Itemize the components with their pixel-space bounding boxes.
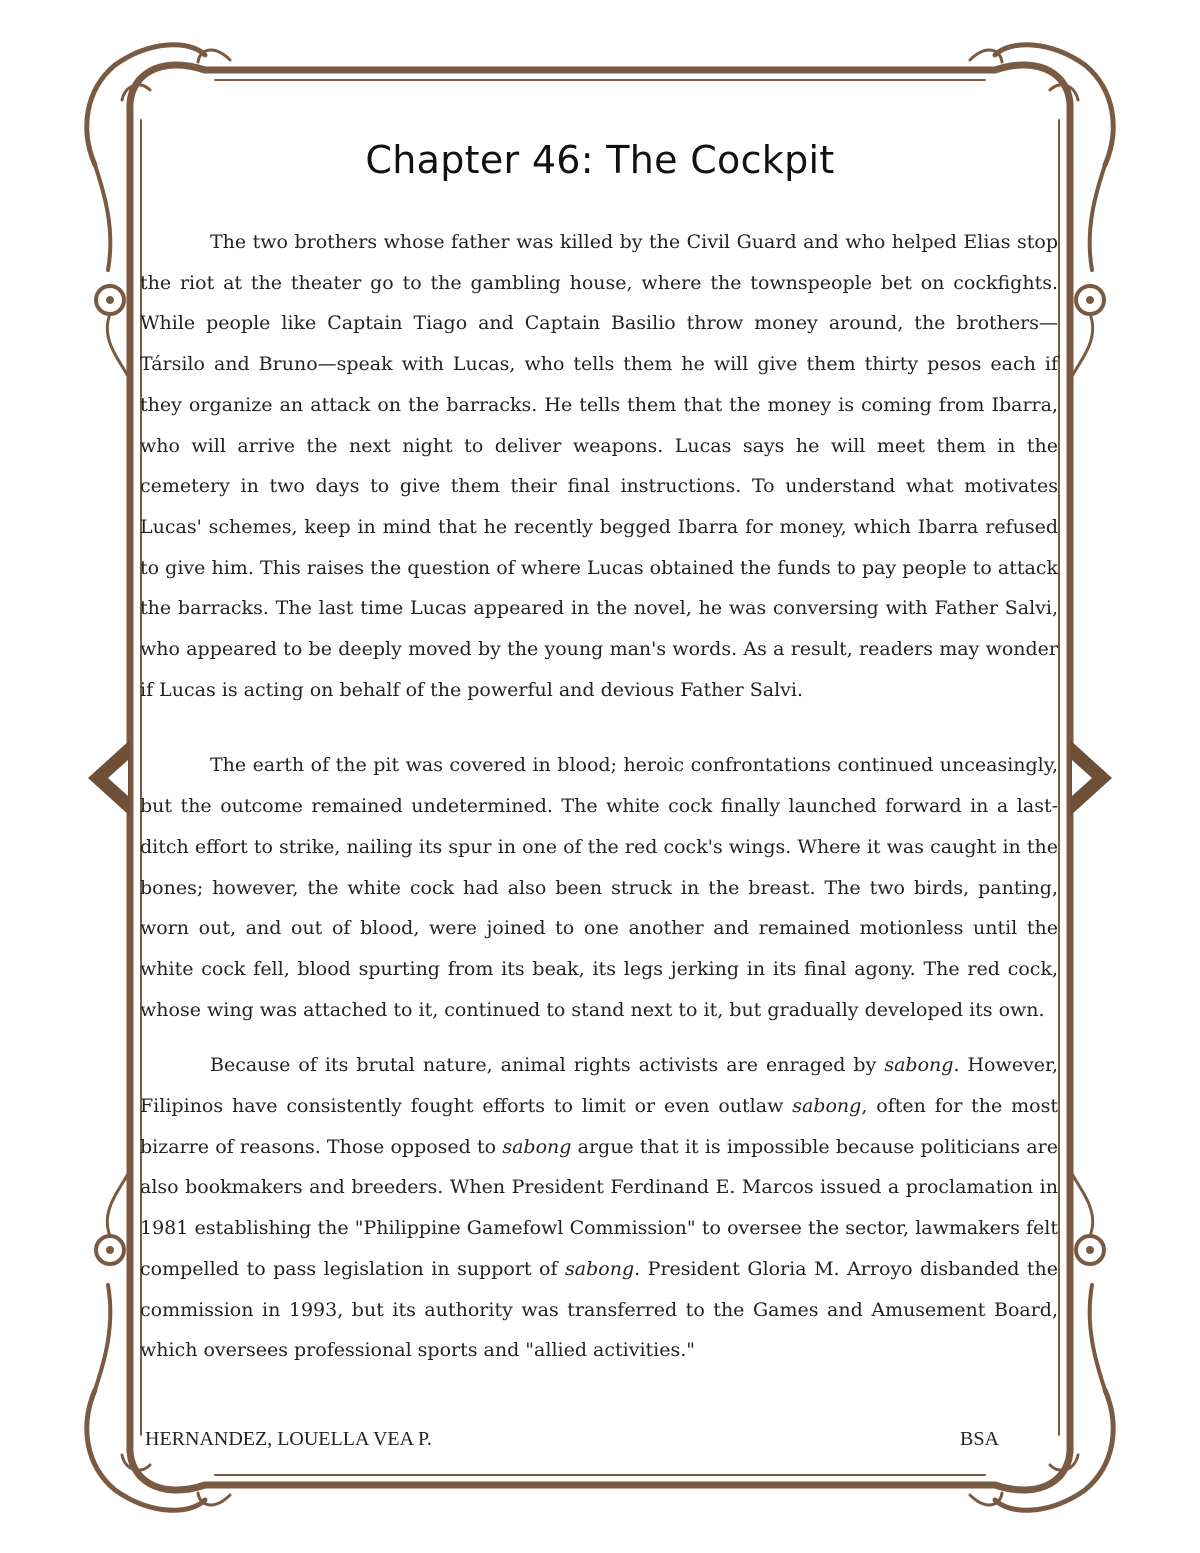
text-segment: argue that it is impossible because politicians are also bookmakers and breeders. When President Ferdinand E. Marcos issued a proclamation in 1981 establishing the "Philippine Gamefowl Commission" to oversee the sector, lawmakers felt compelled to pass legislation in support of bbox=[140, 1135, 1058, 1280]
footer-author-name: HERNANDEZ, LOUELLA VEA P. bbox=[145, 1428, 432, 1450]
italic-term: sabong bbox=[502, 1135, 572, 1158]
italic-term: sabong bbox=[565, 1257, 635, 1280]
document-body bbox=[140, 222, 1058, 1371]
paragraph-summary: The two brothers whose father was killed by the Civil Guard and who helped Elias stop the riot at the theater go to the gambling house, where the townspeople bet on cockfights. While people like Captain Tiago and Captain Basilio throw money around, the brothers—Társilo and Bruno—speak with Lucas, who tells them he will give them thirty pesos each if they organize an attack on the barracks. He tells them that the money is coming from Ibarra, who will arrive the next night to deliver weapons. Lucas says he will meet them in the cemetery in two days to give them their final instructions. To understand what motivates Lucas' schemes, keep in mind that he recently begged Ibarra for money, which Ibarra refused to give him. This raises the question of where Lucas obtained the funds to pay people to attack the barracks. The last time Lucas appeared in the novel, he was conversing with Father Salvi, who appeared to be deeply moved by the young man's words. As a result, readers may wonder if Lucas is acting on behalf of the powerful and devious Father Salvi. bbox=[140, 231, 1058, 701]
text-segment: . President Gloria M. Arroyo disbanded the commission in 1993, but its authority was transferred to the Games and Amusement Board, which oversees professional sports and "allied activities." bbox=[140, 1257, 1058, 1362]
footer-course: BSA bbox=[960, 1428, 999, 1450]
page-title: Chapter 46: The Cockpit bbox=[365, 138, 835, 182]
italic-term: sabong bbox=[884, 1054, 954, 1077]
text-segment: , often for the most bizarre of reasons. Those opposed to bbox=[140, 1095, 1058, 1158]
paragraph-sabong-commentary bbox=[140, 1045, 1058, 1371]
text-segment: Because of its brutal nature, animal rights activists are enraged by bbox=[210, 1054, 877, 1077]
text-segment: . However, Filipinos have consistently fought efforts to limit or even outlaw bbox=[140, 1054, 1059, 1118]
italic-term: sabong bbox=[792, 1095, 862, 1118]
paragraph-cockfight-passage: The earth of the pit was covered in blood; heroic confrontations continued unceasingly, but the outcome remained undetermined. The white cock finally launched forward in a last-ditch effort to strike, nailing its spur in one of the red cock's wings. Where it was caught in the bones; however, the white cock had also been struck in the breast. The two birds, panting, worn out, and out of blood, were joined to one another and remained motionless until the white cock fell, blood spurting from its beak, its legs jerking in its final agony. The red cock, whose wing was attached to it, continued to stand next to it, but gradually developed its own. bbox=[140, 754, 1058, 1021]
